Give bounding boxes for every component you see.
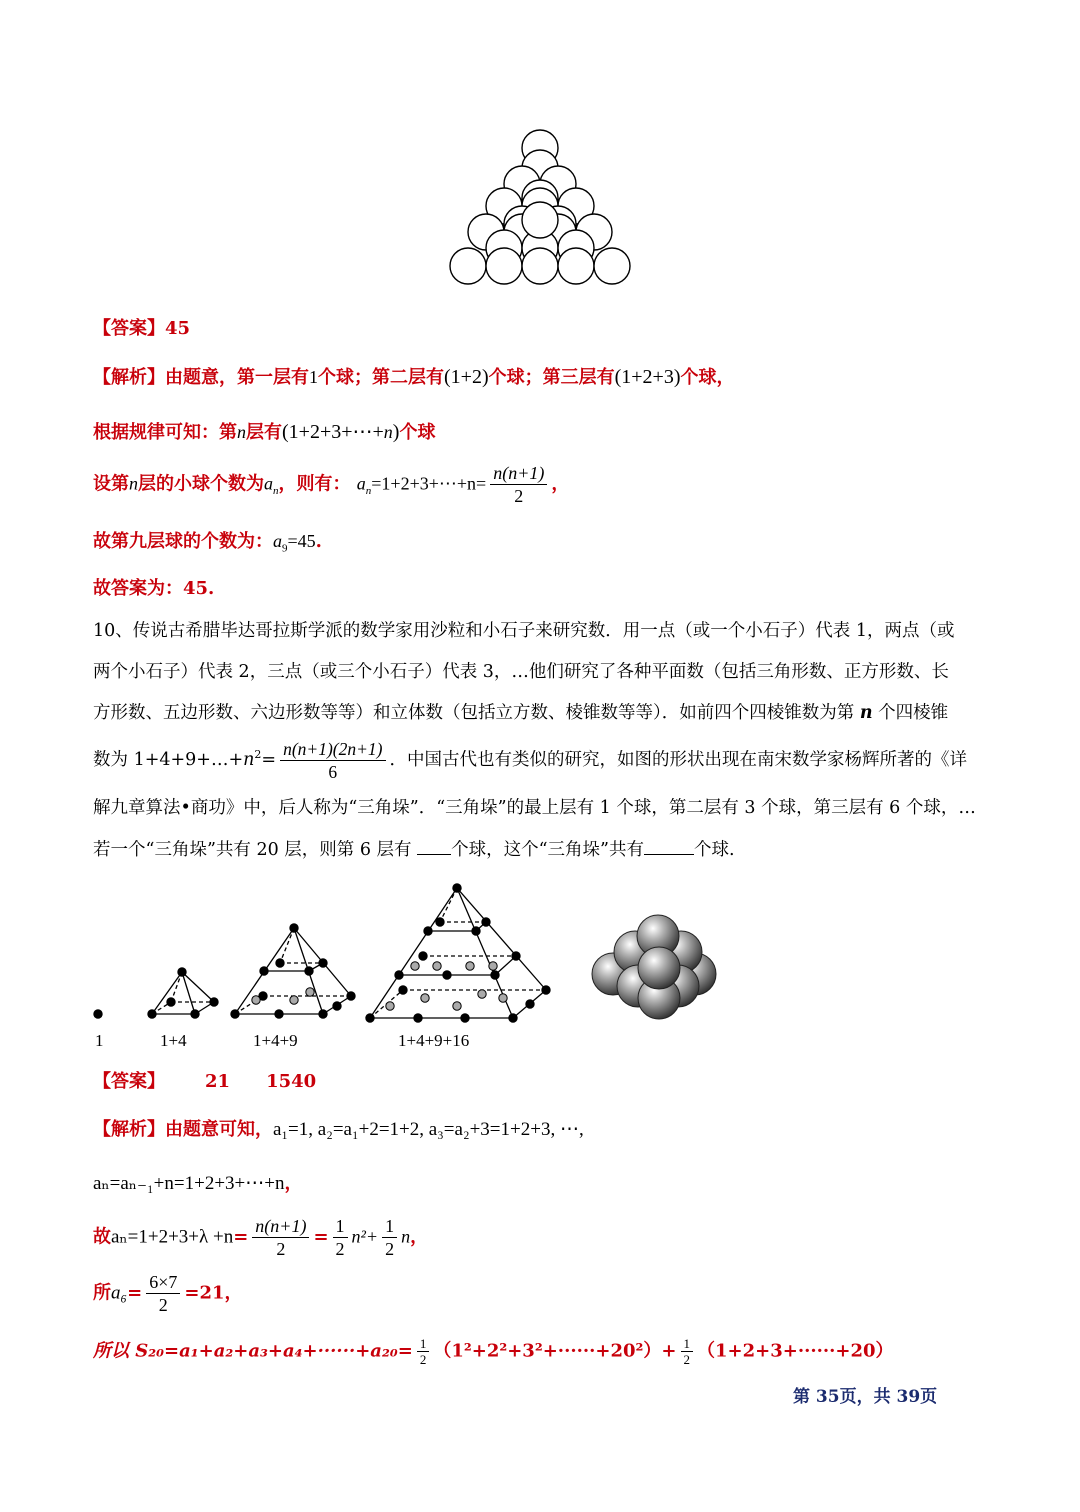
point: [305, 967, 313, 975]
point: [347, 992, 355, 1000]
edge: [171, 972, 182, 1002]
ball: [486, 248, 522, 284]
point: [178, 968, 186, 976]
fraction: $\frac{1}{2}$: [333, 1215, 348, 1260]
analysis-1-line-2: 根据规律可知：第n层有(1+2+3+⋯+n)个球: [93, 421, 436, 443]
point: [509, 1014, 517, 1022]
answer-1: [93, 318, 190, 340]
point: [290, 924, 298, 932]
point: [306, 988, 314, 996]
analysis-2-line-2: aₙ=aₙ₋₁+n=1+2+3+⋯+n，: [93, 1173, 303, 1194]
question-10-line-2: 两个小石子）代表 2，三点（或三个小石子）代表 3，…他们研究了各种平面数（包括三角形数、正方形数、长: [93, 662, 949, 682]
point: [461, 1014, 469, 1022]
ball: [522, 202, 558, 238]
point: [366, 1014, 374, 1022]
point: [489, 962, 497, 970]
point: [512, 952, 520, 960]
answer-2: 【答案】 21 1540: [93, 1071, 317, 1092]
edge: [152, 972, 182, 1014]
point: [436, 918, 444, 926]
point: [260, 967, 268, 975]
answer-value-1: 21: [205, 1071, 231, 1092]
point: [419, 952, 427, 960]
fraction: $\frac{n(n+1)}{2}$: [252, 1215, 309, 1260]
point: [499, 994, 507, 1002]
point: [526, 1000, 534, 1008]
figure-label-3: 1+4+9: [253, 1031, 298, 1050]
point: [231, 1010, 239, 1018]
point: [443, 971, 451, 979]
ball-stack-figure: [440, 120, 640, 300]
pyramid-numbers-figure: [85, 878, 745, 1028]
analysis-1-line-4: 故第九层球的个数为：$a_9=45$.: [93, 531, 322, 555]
point: [478, 990, 486, 998]
answer-value-2: 1540: [266, 1071, 317, 1092]
point: [421, 994, 429, 1002]
point: [167, 998, 175, 1006]
figure-label-4: 1+4+9+16: [398, 1031, 470, 1050]
point: [333, 1002, 341, 1010]
point: [433, 962, 441, 970]
point: [191, 1010, 199, 1018]
question-10-line-5: 解九章算法•商功》中，后人称为“三角垛”．“三角垛”的最上层有 1 个球，第二层有 3 个球，第三层有 6 个球，…: [93, 798, 976, 818]
point: [399, 986, 407, 994]
analysis-2-line-1: 【解析】由题意可知，a₁=1, a₂=a₁+2=1+2, a₃=a₂+3=1+2+3, ⋯,: [93, 1119, 584, 1140]
ball: [594, 248, 630, 284]
fraction: $\frac{1}{2}$: [681, 1336, 694, 1367]
point: [414, 1014, 422, 1022]
analysis-1-conclusion: 故答案为：45.: [93, 578, 215, 599]
question-10-line-3: 方形数、五边形数、六边形数等等）和立体数（包括立方数、棱锥数等等）．如前四个四棱锥数为第 n 个四棱锥: [93, 703, 949, 723]
point: [453, 1002, 461, 1010]
analysis-2-line-5: 所以 S₂₀=a₁+a₂+a₃+a₄+······+a₂₀= $\frac{1}{2}$ （1²+2²+3²+······+20²）+ $\frac{1}{2}$ （1+2+3+······+20）: [93, 1336, 894, 1367]
question-10-line-1: 10、传说古希腊毕达哥拉斯学派的数学家用沙粒和小石子来研究数．用一点（或一个小石子）代表 1，两点（或: [93, 621, 955, 641]
point: [275, 1010, 283, 1018]
fraction: $\frac{n(n+1)(2n+1)}{6}$: [280, 738, 385, 783]
fraction: $\frac{n(n+1)}{2}$: [490, 462, 547, 507]
point: [319, 959, 327, 967]
question-10-line-4: 数为 $1+4+9+\dots+n^2=$ $\frac{n(n+1)(2n+1)}{6}$ ．中国古代也有类似的研究，如图的形状出现在南宋数学家杨辉所著的《详: [93, 739, 968, 782]
answer-blank-1[interactable]: [417, 838, 451, 855]
analysis-1-line-1: 【解析】由题意，第一层有1个球；第二层有(1+2)个球；第三层有(1+2+3)个球，: [93, 366, 735, 388]
answer-blank-2[interactable]: [644, 838, 694, 855]
point: [411, 962, 419, 970]
edge: [440, 888, 457, 922]
analysis-2-line-4: 所a₆= $\frac{6\times 7}{2}$ =21，: [93, 1272, 243, 1315]
point: [542, 986, 550, 994]
edge: [370, 888, 457, 1018]
point: [386, 1002, 394, 1010]
figure-label-2: 1+4: [160, 1031, 187, 1050]
page-number: 第 35页，共 39页: [793, 1387, 938, 1407]
ball: [450, 248, 486, 284]
fraction: $\frac{1}{2}$: [382, 1215, 397, 1260]
figure-label-1: 1: [95, 1031, 104, 1050]
point: [472, 927, 480, 935]
question-10-line-6: 若一个“三角垛”共有 20 层，则第 6 层有 个球，这个“三角垛”共有 个球.: [93, 840, 735, 860]
fraction: $\frac{1}{2}$: [417, 1336, 430, 1367]
point: [491, 971, 499, 979]
point: [453, 884, 461, 892]
answer-value: 45: [165, 318, 191, 339]
answer-tag: 【答案】: [93, 318, 165, 339]
point: [148, 1010, 156, 1018]
point: [466, 962, 474, 970]
point: [210, 998, 218, 1006]
point: [276, 959, 284, 967]
point: [482, 918, 490, 926]
point: [252, 996, 260, 1004]
analysis-1-line-3: 设第n层的小球个数为$a_n$，则有： $a_n=1+2+3+\cdots+n=$ $\frac{n(n+1)}{2}$ ，: [93, 463, 570, 506]
point: [424, 927, 432, 935]
ball: [522, 248, 558, 284]
point: [395, 971, 403, 979]
fraction: $\frac{6\times 7}{2}$: [146, 1271, 180, 1316]
ball: [558, 248, 594, 284]
point: [319, 1010, 327, 1018]
analysis-2-line-3: 故aₙ=1+2+3+λ +n= $\frac{n(n+1)}{2}$ = $\frac{1}{2}$ n²+ $\frac{1}{2}$ n，: [93, 1216, 429, 1259]
sphere: [638, 947, 680, 989]
point: [94, 1010, 102, 1018]
point: [290, 996, 298, 1004]
